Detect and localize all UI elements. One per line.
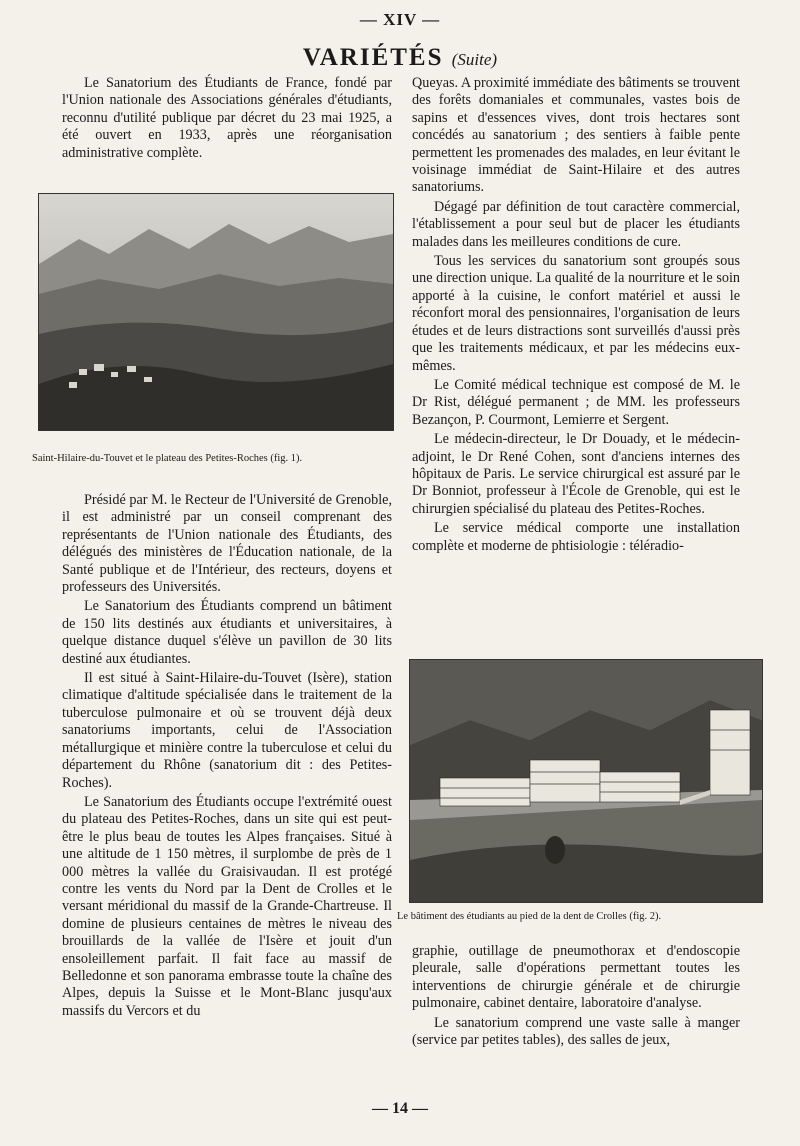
right-bottom [412, 943, 740, 1051]
figure-1-photo [38, 193, 394, 431]
left-paragraph: Il est situé à Saint-Hilaire-du-Touvet (Isère), station climatique d'altitude spécialisée dans le traitement de la tuberculose pulmonaire et où se trouvent déjà deux sanatoriums importants, celui de l'Association métallurgique et minière contre la tuberculose et celui du département du Rhône (sanatorium dit : des Petites-Roches). [62, 670, 392, 791]
page-roman-number: — XIV — [359, 10, 441, 29]
landscape-illustration [39, 194, 393, 430]
section-title [0, 44, 800, 72]
title-text: VARIÉTÉS [302, 44, 444, 71]
right-paragraph: Dégagé par définition de tout caractère commercial, l'établissement a pour seul but de placer les étudiants malades dans les meilleures conditions de cure. [412, 198, 740, 250]
left-body [62, 492, 392, 1022]
intro-paragraph: Le Sanatorium des Étudiants de France, fondé par l'Union nationale des Associations générales d'étudiants, reconnu d'utilité publique par décret du 23 mai 1925, a été ouvert en 1933, après une réorganisation administrative complète. [62, 75, 392, 161]
right-paragraph: Le Comité médical technique est composé de M. le Dr Rist, délégué permanent ; de MM. les professeurs Bezançon, P. Courmont, Lemierre et Sergent. [412, 376, 740, 428]
right-paragraph: Le sanatorium comprend une vaste salle à manger (service par petites tables), des salles de jeux, [412, 1014, 740, 1049]
right-paragraph: Tous les services du sanatorium sont groupés sous une direction unique. La qualité de la nourriture et le soin apporté à la cuisine, le confort matériel et aussi le réconfort moral des pensionnaires, l'organisation de leurs études et de leurs distractions sont surveillés d'aussi près que les traitements médicaux, et par les médecins eux-mêmes. [412, 253, 740, 374]
figure-1-caption: Saint-Hilaire-du-Touvet et le plateau des Petites-Roches (fig. 1). [32, 453, 303, 464]
sanatorium-building-illustration [410, 660, 762, 902]
left-intro [62, 75, 392, 164]
right-paragraph: graphie, outillage de pneumothorax et d'endoscopie pleurale, salle d'opérations permettant toutes les interventions de chirurgie générale et de chirurgie pulmonaire, cabinet dentaire, laboratoire d'analyse. [412, 943, 740, 1012]
title-suffix: (Suite) [451, 50, 498, 69]
figure-2-photo [409, 659, 763, 903]
figure-2-caption: Le bâtiment des étudiants au pied de la dent de Crolles (fig. 2). [397, 911, 662, 922]
right-paragraph: Le médecin-directeur, le Dr Douady, et le médecin-adjoint, le Dr René Cohen, sont d'anciens internes des hôpitaux de Paris. Le service chirurgical est assuré par le Dr Bonniot, professeur à l'École de Grenoble, qui est le chirurgien spécialisé du plateau des Petites-Roches. [412, 431, 740, 517]
left-paragraph: Présidé par M. le Recteur de l'Université de Grenoble, il est administré par un conseil comprenant des représentants de l'Union nationale des Étudiants, des délégués des ministères de l'Éducation nationale, de la Santé publique et de l'Intérieur, des recteurs, doyens et professeurs des Universités. [62, 492, 392, 596]
left-paragraph: Le Sanatorium des Étudiants comprend un bâtiment de 150 lits destinés aux étudiants et universitaires, à quelque distance duquel s'élève un pavillon de 30 lits destiné aux étudiantes. [62, 598, 392, 667]
right-top [412, 75, 740, 557]
right-paragraph: Queyas. A proximité immédiate des bâtiments se trouvent des forêts domaniales et communales, vastes bois de sapins et d'essences vives, dont trois hectares sont concédés au sanatorium ; des sentiers à faible pente permettent les promenades des malades, en leur évitant le voisinage immédiat de Saint-Hilaire et des autres sanatoriums. [412, 75, 740, 196]
left-paragraph: Le Sanatorium des Étudiants occupe l'extrémité ouest du plateau des Petites-Roches, dans un site qui est peut-être le plus beau de toutes les Alpes françaises. Situé à une altitude de 1 150 mètres, il surplombe de près de 1 000 mètres la vallée du Graisivaudan. Il est protégé contre les vents du Nord par la Dent de Crolles et le versant méridional du massif de la Grande-Chartreuse. Il domine de plusieurs centaines de mètres le niveau des brouillards de la vallée de l'Isère et jouit d'un ensoleillement parfait. Il fait face au massif de Belledonne et son panorama embrasse toute la chaîne des Alpes, depuis la Suisse et le Mont-Blanc jusqu'aux massifs du Vercors et du [62, 793, 392, 1019]
page-number-footer: — 14 — [372, 1100, 428, 1117]
right-paragraph: Le service médical comporte une installation complète et moderne de phtisiologie : téléradio- [412, 520, 740, 554]
